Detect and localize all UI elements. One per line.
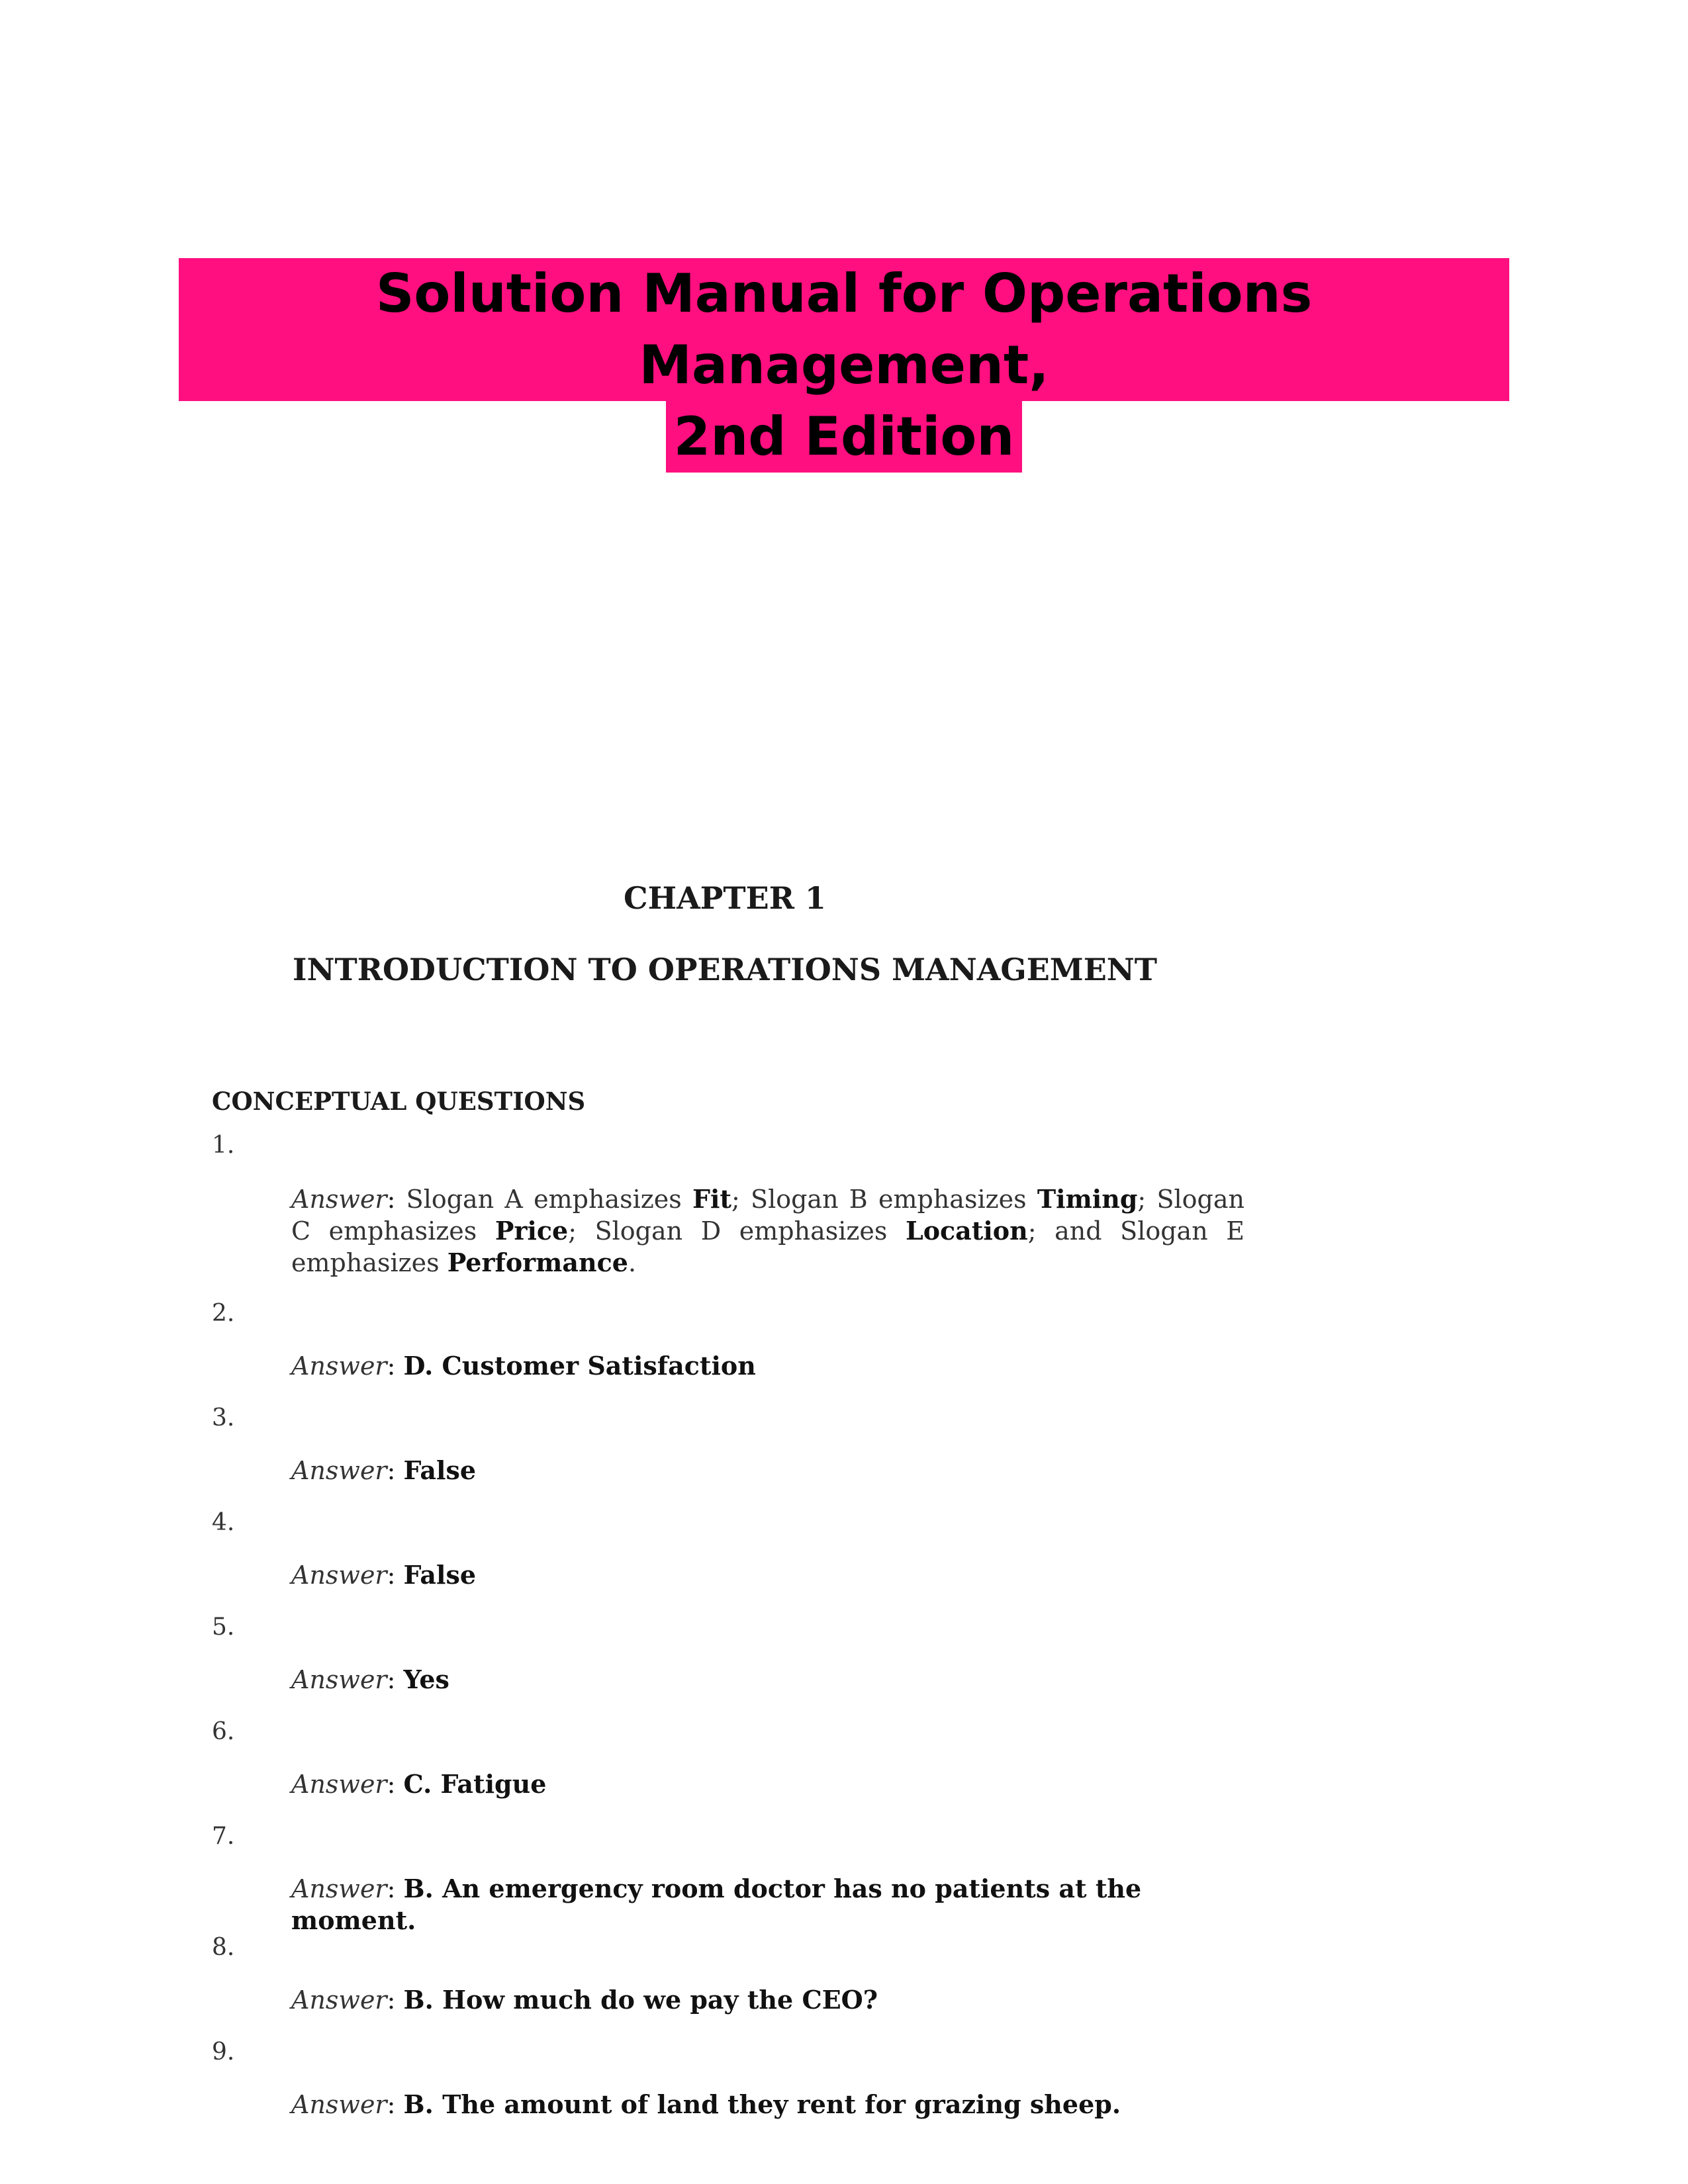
answer-text: Answer: B. How much do we pay the CEO? [291, 1985, 878, 2015]
answer-label: Answer [291, 1456, 387, 1485]
answer-keyword: False [403, 1560, 477, 1590]
answer-text-segment: ; and Slogan E emphasizes [291, 1216, 1245, 1277]
answer-label: Answer [291, 1770, 387, 1799]
answer-text: Answer: Yes [291, 1664, 449, 1694]
answer-keyword: Timing [1037, 1184, 1138, 1214]
answer-keyword: False [403, 1455, 477, 1485]
chapter-label: CHAPTER 1 [624, 880, 826, 916]
question-number: 7. [212, 1823, 235, 1850]
answer-keyword: B. How much do we pay the CEO? [403, 1985, 878, 2015]
answer-label: Answer [291, 1351, 387, 1381]
answer-text: Answer: D. Customer Satisfaction [291, 1351, 756, 1381]
question-number: 6. [212, 1718, 235, 1745]
answer-keyword: B. The amount of land they rent for grazing sheep. [403, 2089, 1121, 2119]
question-number: 9. [212, 2038, 235, 2066]
question-number: 3. [212, 1404, 235, 1432]
answer-text: Answer: B. The amount of land they rent for grazing sheep. [291, 2089, 1121, 2119]
answer-label: Answer [291, 1185, 387, 1214]
answer-keyword: Performance [447, 1248, 628, 1277]
answer-keyword: D. Customer Satisfaction [403, 1351, 756, 1381]
answer-keyword: Fit [692, 1184, 731, 1214]
title-line-1: Solution Manual for Operations Management, [179, 258, 1509, 401]
answer-keyword: Yes [403, 1664, 449, 1694]
answer-label: Answer [291, 1561, 387, 1590]
document-title [179, 258, 1509, 473]
answer-label: Answer [291, 2090, 387, 2119]
section-heading: CONCEPTUAL QUESTIONS [212, 1087, 586, 1116]
answer-text-segment: ; Slogan C emphasizes [291, 1185, 1244, 1246]
answer-keyword: Location [905, 1216, 1028, 1246]
answer-text-segment: Slogan A emphasizes [406, 1185, 693, 1214]
answer-keyword: C. Fatigue [403, 1769, 547, 1799]
question-number: 8. [212, 1934, 235, 1961]
answer-label: Answer [291, 1874, 387, 1903]
answer-text-segment: ; Slogan B emphasizes [731, 1185, 1037, 1214]
answer-text: Answer: False [291, 1455, 477, 1485]
answer-text: Answer: Slogan A emphasizes Fit; Slogan B emphasizes Timing; Slogan C emphasizes Price; Slogan D emphasizes Location; and Slogan E emphasizes Performance. [291, 1184, 1245, 1277]
answer-keyword: B. An emergency room doctor has no patients at the moment. [291, 1874, 1142, 1935]
question-number: 4. [212, 1509, 235, 1536]
question-number: 5. [212, 1614, 235, 1641]
answer-label: Answer [291, 1665, 387, 1694]
answer-text: Answer: B. An emergency room doctor has no patients at the moment. [291, 1874, 1142, 1935]
chapter-title: INTRODUCTION TO OPERATIONS MANAGEMENT [292, 952, 1158, 987]
answer-text-segment: . [628, 1248, 637, 1277]
answer-text: Answer: C. Fatigue [291, 1769, 547, 1799]
answer-keyword: Price [494, 1216, 569, 1246]
answer-text: Answer: False [291, 1560, 477, 1590]
title-line-2: 2nd Edition [666, 401, 1023, 473]
question-number: 1. [212, 1132, 235, 1159]
answer-text-segment: ; Slogan D emphasizes [568, 1216, 906, 1246]
question-number: 2. [212, 1300, 235, 1327]
answer-label: Answer [291, 1985, 387, 2015]
